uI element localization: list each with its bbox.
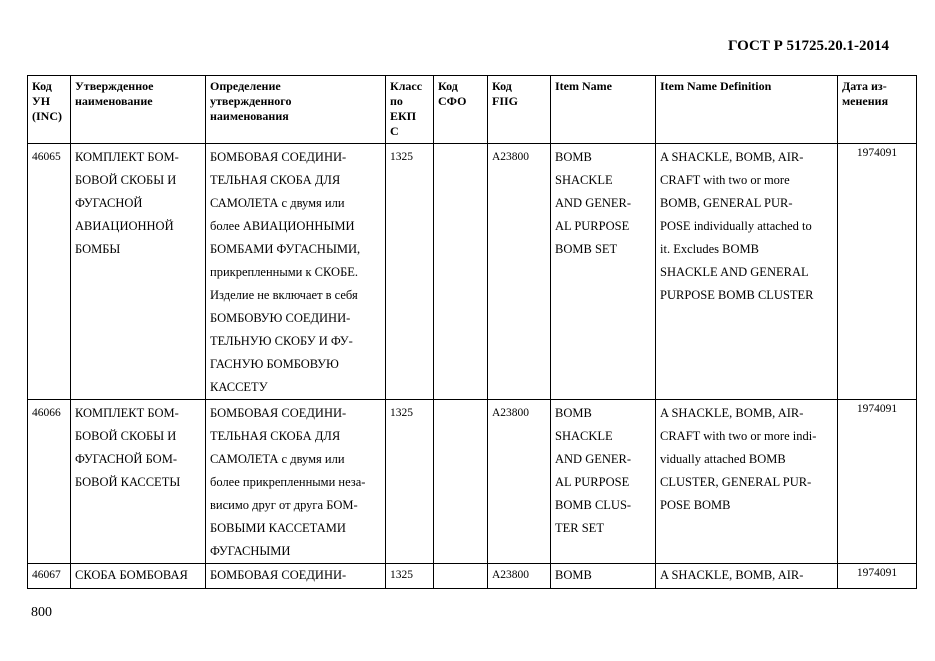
definition-cell: [206, 564, 386, 589]
item-name-line: BOMB: [555, 406, 592, 420]
catalog-table: [27, 75, 917, 589]
column-header: [386, 76, 434, 144]
date-cell: [838, 400, 917, 564]
table-row: [28, 564, 917, 589]
item-name-line: BOMB SET: [555, 242, 618, 256]
item-definition-line: POSE BOMB: [660, 498, 731, 512]
inc-value: 46066: [32, 407, 61, 419]
column-header-line: Код: [32, 79, 52, 93]
approved-name-line: АВИАЦИОННОЙ: [75, 219, 174, 233]
sfo-value: [434, 400, 487, 402]
item-name-line: BOMB: [555, 150, 592, 164]
item-name-line: AND GENER-: [555, 452, 632, 466]
item-name-cell: [551, 144, 656, 400]
definition-cell: [206, 400, 386, 564]
item-definition-cell: [656, 400, 838, 564]
item-definition-line: A SHACKLE, BOMB, AIR-: [660, 150, 804, 164]
definition-line: БОМБОВАЯ СОЕДИНИ-: [210, 150, 347, 164]
class-cell: [386, 400, 434, 564]
item-definition-line: POSE individually attached to: [660, 219, 812, 233]
item-definition-line: SHACKLE AND GENERAL: [660, 265, 809, 279]
column-header-line: УН: [32, 94, 51, 108]
class-value: 1325: [390, 151, 413, 163]
definition-line: Изделие не включает в себя: [210, 288, 358, 302]
column-header: [551, 76, 656, 144]
item-definition-line: CRAFT with two or more: [660, 173, 790, 187]
sfo-cell: [434, 564, 488, 589]
item-definition-line: BOMB, GENERAL PUR-: [660, 196, 793, 210]
item-definition-cell: [656, 144, 838, 400]
table-header-row: [28, 76, 917, 144]
definition-line: САМОЛЕТА с двумя или: [210, 452, 345, 466]
definition-line: ТЕЛЬНАЯ СКОБА ДЛЯ: [210, 429, 341, 443]
definition-line: БОМБОВАЯ СОЕДИНИ-: [210, 568, 347, 582]
item-definition-line: it. Excludes BOMB: [660, 242, 759, 256]
item-name-line: SHACKLE: [555, 173, 613, 187]
item-definition-line: vidually attached BOMB: [660, 452, 786, 466]
approved-name-line: КОМПЛЕКТ БОМ-: [75, 406, 179, 420]
sfo-value: [434, 564, 487, 566]
definition-line: ТЕЛЬНУЮ СКОБУ И ФУ-: [210, 334, 353, 348]
column-header-line: по: [390, 94, 403, 108]
fiig-cell: [488, 400, 551, 564]
definition-line: БОВЫМИ КАССЕТАМИ: [210, 521, 346, 535]
class-cell: [386, 144, 434, 400]
definition-line: ФУГАСНЫМИ: [210, 544, 291, 558]
approved-name-cell: [71, 400, 206, 564]
item-definition-line: CLUSTER, GENERAL PUR-: [660, 475, 812, 489]
approved-name-line: БОВОЙ КАССЕТЫ: [75, 475, 181, 489]
date-value: 1974091: [856, 567, 898, 579]
column-header-line: Определение: [210, 79, 281, 93]
fiig-value: A23800: [492, 151, 530, 163]
approved-name-line: ФУГАСНОЙ БОМ-: [75, 452, 177, 466]
class-value: 1325: [390, 569, 413, 581]
column-header-line: Утвержденное: [75, 79, 154, 93]
column-header-line: (INC): [32, 109, 62, 123]
column-header-line: Дата из-: [842, 79, 887, 93]
column-header-line: Item Name Definition: [660, 79, 772, 93]
sfo-value: [434, 144, 487, 146]
definition-line: БОМБОВАЯ СОЕДИНИ-: [210, 406, 347, 420]
fiig-cell: [488, 564, 551, 589]
column-header: [71, 76, 206, 144]
item-definition-line: PURPOSE BOMB CLUSTER: [660, 288, 814, 302]
document-code: ГОСТ Р 51725.20.1-2014: [727, 38, 889, 54]
inc-value: 46065: [32, 151, 61, 163]
class-value: 1325: [390, 407, 413, 419]
column-header: [838, 76, 917, 144]
item-name-line: TER SET: [555, 521, 604, 535]
item-name-line: SHACKLE: [555, 429, 613, 443]
column-header-line: утвержденного: [210, 94, 292, 108]
definition-line: более АВИАЦИОННЫМИ: [210, 219, 355, 233]
column-header-line: наименования: [210, 109, 289, 123]
sfo-cell: [434, 400, 488, 564]
approved-name-line: БОВОЙ СКОБЫ И: [75, 429, 177, 443]
column-header-line: СФО: [438, 94, 467, 108]
item-name-cell: [551, 564, 656, 589]
date-cell: [838, 144, 917, 400]
definition-line: более прикрепленными неза-: [210, 475, 366, 489]
column-header: [488, 76, 551, 144]
item-definition-line: A SHACKLE, BOMB, AIR-: [660, 406, 804, 420]
fiig-cell: [488, 144, 551, 400]
date-cell: [838, 564, 917, 589]
table-row: [28, 400, 917, 564]
approved-name-cell: [71, 144, 206, 400]
column-header-line: Код: [438, 79, 458, 93]
class-cell: [386, 564, 434, 589]
definition-line: БОМБОВУЮ СОЕДИНИ-: [210, 311, 351, 325]
column-header: [206, 76, 386, 144]
column-header-line: ЕКП: [390, 109, 417, 123]
definition-line: прикрепленными к СКОБЕ.: [210, 265, 359, 279]
inc-cell: [28, 400, 71, 564]
column-header-line: Код: [492, 79, 512, 93]
item-definition-line: CRAFT with two or more indi-: [660, 429, 817, 443]
item-definition-line: A SHACKLE, BOMB, AIR-: [660, 568, 804, 582]
column-header-line: Item Name: [555, 79, 612, 93]
definition-line: САМОЛЕТА с двумя или: [210, 196, 345, 210]
fiig-value: A23800: [492, 407, 530, 419]
column-header-line: Класс: [390, 79, 423, 93]
column-header-line: С: [390, 124, 399, 138]
item-name-line: AL PURPOSE: [555, 475, 630, 489]
definition-cell: [206, 144, 386, 400]
column-header-line: FIIG: [492, 94, 519, 108]
approved-name-line: КОМПЛЕКТ БОМ-: [75, 150, 179, 164]
date-value: 1974091: [856, 147, 898, 159]
definition-line: ГАСНУЮ БОМБОВУЮ: [210, 357, 339, 371]
item-name-line: BOMB CLUS-: [555, 498, 632, 512]
column-header: [434, 76, 488, 144]
definition-line: ТЕЛЬНАЯ СКОБА ДЛЯ: [210, 173, 341, 187]
definition-line: висимо друг от друга БОМ-: [210, 498, 358, 512]
inc-cell: [28, 144, 71, 400]
approved-name-line: БОМБЫ: [75, 242, 121, 256]
column-header-line: менения: [842, 94, 889, 108]
table-row: [28, 144, 917, 400]
page-number: 800: [31, 605, 52, 620]
approved-name-line: СКОБА БОМБОВАЯ: [75, 568, 188, 582]
definition-line: БОМБАМИ ФУГАСНЫМИ,: [210, 242, 361, 256]
definition-line: КАССЕТУ: [210, 380, 268, 394]
column-header: [656, 76, 838, 144]
item-name-line: BOMB: [555, 568, 592, 582]
fiig-value: A23800: [492, 569, 530, 581]
sfo-cell: [434, 144, 488, 400]
approved-name-cell: [71, 564, 206, 589]
inc-value: 46067: [32, 569, 61, 581]
item-name-cell: [551, 400, 656, 564]
column-header-line: наименование: [75, 94, 153, 108]
item-name-line: AL PURPOSE: [555, 219, 630, 233]
item-definition-cell: [656, 564, 838, 589]
approved-name-line: ФУГАСНОЙ: [75, 196, 143, 210]
column-header: [28, 76, 71, 144]
approved-name-line: БОВОЙ СКОБЫ И: [75, 173, 177, 187]
date-value: 1974091: [856, 403, 898, 415]
inc-cell: [28, 564, 71, 589]
item-name-line: AND GENER-: [555, 196, 632, 210]
